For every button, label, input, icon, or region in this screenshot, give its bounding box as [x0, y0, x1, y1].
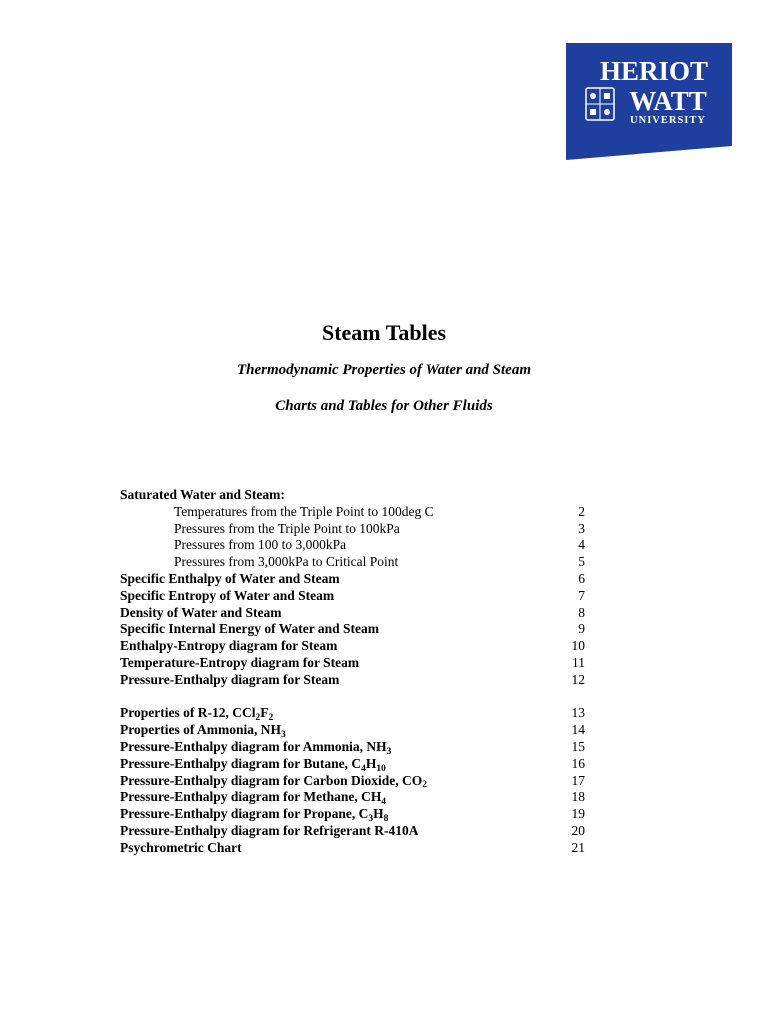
subtitle-other-fluids: Charts and Tables for Other Fluids — [275, 398, 493, 414]
toc-entry-page: 4 — [578, 537, 585, 553]
subtitle-water-steam: Thermodynamic Properties of Water and Steam — [236, 362, 532, 378]
toc-entry-label: Temperature-Entropy diagram for Steam — [120, 654, 360, 670]
toc-entry — [120, 537, 585, 554]
toc-entry-label: Specific Entropy of Water and Steam — [120, 587, 335, 603]
toc-entry-label: Enthalpy-Entropy diagram for Steam — [120, 638, 338, 654]
logo-line1: HERIOT — [599, 56, 709, 86]
toc-entry-page: 19 — [571, 806, 585, 822]
toc-entry-label: Saturated Water and Steam: — [120, 487, 285, 502]
toc-entry — [120, 789, 585, 806]
toc-entry-page: 6 — [578, 570, 585, 586]
toc-entry — [120, 521, 585, 538]
toc-entry — [120, 806, 585, 823]
toc-entry-label: Psychrometric Chart — [120, 839, 242, 855]
toc-entry — [120, 487, 585, 504]
heriot-watt-logo — [566, 43, 732, 160]
toc-entry-label: Specific Enthalpy of Water and Steam — [120, 570, 340, 586]
toc-entry-page: 20 — [571, 822, 585, 838]
toc-entry-page: 7 — [578, 587, 585, 603]
toc-entry-page: 3 — [578, 520, 585, 536]
toc-entry-label: Density of Water and Steam — [120, 604, 282, 620]
toc-entry — [120, 705, 585, 722]
toc-entry-label: Pressures from 3,000kPa to Critical Point — [174, 554, 399, 570]
toc-entry — [120, 638, 585, 655]
toc-entry-label: Pressure-Enthalpy diagram for Methane, $CH_4$ — [120, 789, 387, 808]
toc-entry — [120, 773, 585, 790]
toc-entry-page: 9 — [578, 621, 585, 637]
toc-entry-page: 13 — [571, 705, 585, 721]
toc-entry-page: 10 — [571, 638, 585, 654]
toc-gap — [120, 689, 585, 706]
toc-entry-page: 18 — [571, 789, 585, 805]
toc-entry — [120, 722, 585, 739]
toc-entry — [120, 605, 585, 622]
toc-entry-page: 17 — [571, 772, 585, 788]
toc-entry-label: Pressure-Enthalpy diagram for Steam — [120, 671, 340, 687]
toc-entry — [120, 756, 585, 773]
table-of-contents — [120, 487, 585, 857]
toc-entry-label: Pressures from the Triple Point to 100kPa — [174, 520, 400, 536]
toc-entry-label: Pressures from 100 to 3,000kPa — [174, 537, 347, 553]
toc-entry — [120, 554, 585, 571]
toc-entry — [120, 621, 585, 638]
toc-entry — [120, 840, 585, 857]
toc-entry-label: Pressure-Enthalpy diagram for Ammonia, $NH_3$ — [120, 738, 392, 757]
toc-entry — [120, 571, 585, 588]
toc-entry-page: 8 — [578, 604, 585, 620]
page-title: Steam Tables — [321, 320, 447, 345]
toc-entry-page: 16 — [571, 755, 585, 771]
logo-line3: UNIVERSITY — [630, 115, 706, 126]
toc-entry-page: 15 — [571, 738, 585, 754]
toc-entry-label: Specific Internal Energy of Water and Steam — [120, 621, 379, 637]
toc-entry-page: 11 — [572, 654, 585, 670]
toc-entry-label: Pressure-Enthalpy diagram for Butane, $C_4H_{10}$ — [120, 755, 386, 774]
toc-entry-label: Pressure-Enthalpy diagram for Refrigerant R-410A — [120, 822, 419, 838]
toc-entry-page: 21 — [571, 839, 585, 855]
logo-line2: WATT — [629, 86, 707, 116]
toc-entry — [120, 672, 585, 689]
toc-entry — [120, 588, 585, 605]
toc-entry-page: 2 — [578, 503, 585, 519]
toc-entry-page: 12 — [571, 671, 585, 687]
toc-entry — [120, 739, 585, 756]
toc-entry-label: Properties of Ammonia, $NH_3$ — [120, 722, 286, 740]
toc-entry-label: Properties of R-12, $CCl_2F_2$ — [120, 705, 274, 724]
toc-entry-label: Temperatures from the Triple Point to 100deg C — [174, 503, 434, 519]
toc-entry — [120, 504, 585, 521]
toc-entry-label: Pressure-Enthalpy diagram for Propane, $C_3H_8$ — [120, 806, 389, 824]
toc-entry — [120, 655, 585, 672]
toc-entry — [120, 823, 585, 840]
toc-entry-page: 5 — [578, 554, 585, 570]
toc-entry-label: Pressure-Enthalpy diagram for Carbon Dioxide, $CO_2$ — [120, 772, 427, 791]
toc-entry-page: 14 — [571, 722, 585, 738]
